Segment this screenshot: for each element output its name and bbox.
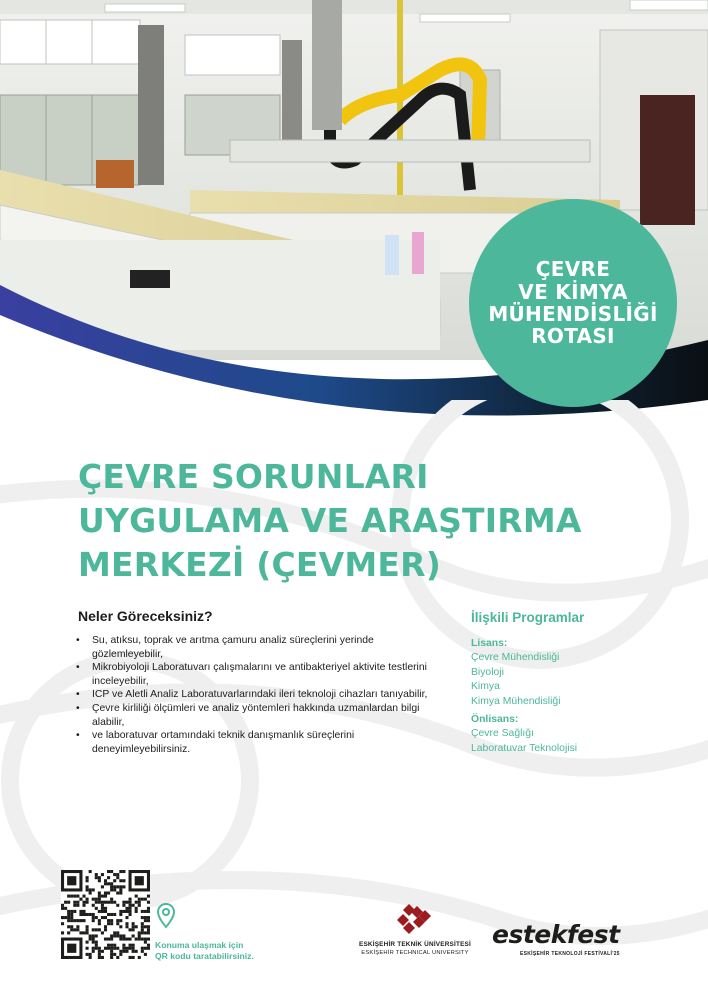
- university-name: ESKİŞEHİR TEKNİK ÜNİVERSİTESİ: [359, 941, 471, 948]
- title-line-2: UYGULAMA VE ARAŞTIRMA: [78, 501, 582, 540]
- university-logo-icon: [395, 902, 435, 938]
- programs-heading: İlişkili Programlar: [471, 610, 585, 625]
- list-item: • Mikrobiyoloji Laboratuvarı çalışmalarını ve antibakteriyel aktivite testlerini inceleyebilir,: [74, 661, 434, 688]
- location-qr-code[interactable]: [61, 870, 150, 959]
- title-line-3: MERKEZİ (ÇEVMER): [78, 545, 442, 584]
- onlisans-label: Önlisans:: [471, 714, 519, 726]
- qr-instruction-line-2: QR kodu taratabilirsiniz.: [155, 951, 254, 961]
- list-item: • Çevre kirliliği ölçümleri ve analiz yöntemleri hakkında uzmanlardan bilgi alabilir,: [74, 702, 434, 729]
- programs-list: [471, 637, 691, 756]
- program-item: Çevre Sağlığı: [471, 728, 534, 740]
- page-title: [78, 455, 678, 587]
- badge-line-3: MÜHENDİSLİĞİ: [488, 302, 658, 326]
- route-badge: [469, 199, 677, 407]
- qr-instruction: [155, 940, 254, 962]
- fest-subtitle: ESKİŞEHİR TEKNOLOJİ FESTİVALİ'25: [520, 951, 620, 957]
- what-heading: Neler Göreceksiniz?: [78, 608, 213, 624]
- program-item: Kimya Mühendisliği: [471, 695, 561, 707]
- what-list: [74, 634, 434, 756]
- estekfest-logo: estekfest: [492, 920, 620, 949]
- university-name-en: ESKİŞEHİR TECHNICAL UNIVERSITY: [361, 950, 469, 956]
- qr-instruction-line-1: Konuma ulaşmak için: [155, 940, 244, 950]
- list-item: • Su, atıksu, toprak ve arıtma çamuru analiz süreçlerini yerinde gözlemleyebilir,: [74, 634, 434, 661]
- program-item: Biyoloji: [471, 666, 504, 678]
- location-pin-icon: [156, 903, 176, 929]
- badge-line-1: ÇEVRE: [535, 257, 611, 282]
- program-item: Laboratuvar Teknolojisi: [471, 742, 578, 754]
- list-item: • ve laboratuvar ortamındaki teknik danışmanlık süreçlerini deneyimleyebilirsiniz.: [74, 729, 434, 756]
- program-item: Kimya: [471, 681, 500, 693]
- list-item: • ICP ve Aletli Analiz Laboratuvarlarındaki ileri teknoloji cihazları tanıyabilir,: [74, 688, 434, 702]
- badge-line-4: ROTASI: [531, 324, 615, 349]
- badge-line-2: VE KİMYA: [518, 279, 628, 304]
- program-item: Çevre Mühendisliği: [471, 652, 560, 664]
- lisans-label: Lisans:: [471, 638, 508, 649]
- title-line-1: ÇEVRE SORUNLARI: [78, 457, 429, 496]
